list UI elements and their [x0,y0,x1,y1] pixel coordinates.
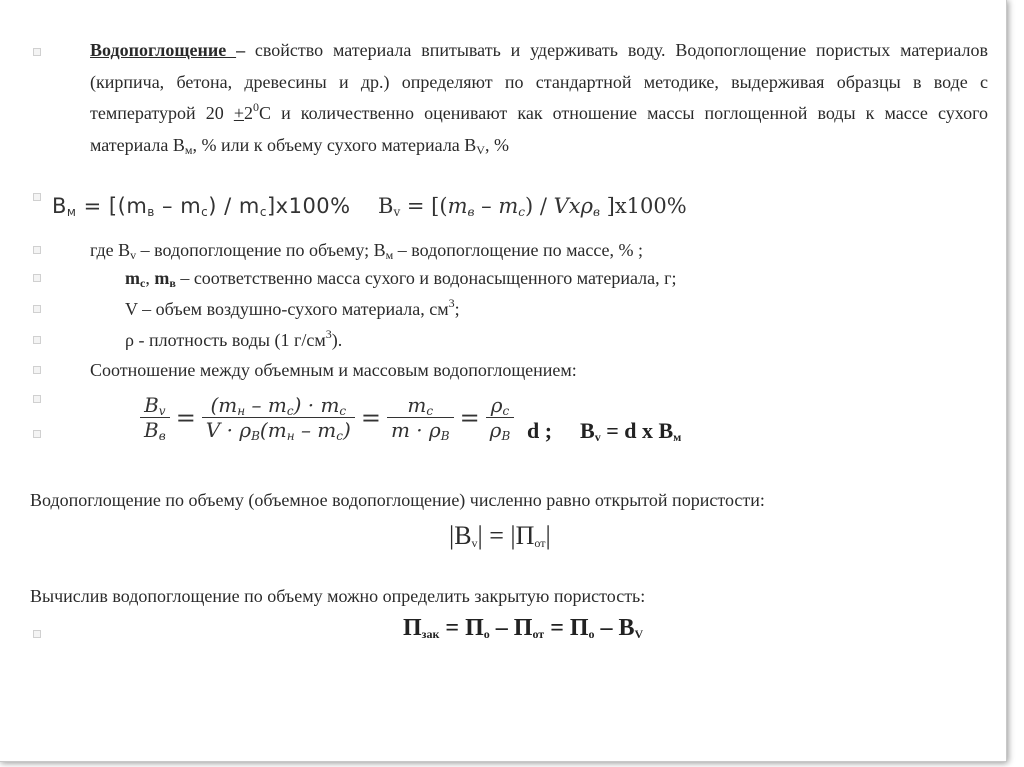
legend-sub: м [385,248,394,262]
frac-text: B [144,393,159,417]
formula-text: | = |П [477,521,535,550]
formula-text: – П [489,615,533,641]
legend-line-3 [125,296,460,320]
legend-text: – водопоглощение по массе, % ; [393,240,644,260]
formula-sub: от [532,627,545,641]
legend-sup: 3 [325,327,332,341]
frac-text: m · ρ [390,418,441,442]
formula-text: – m [154,194,202,218]
legend-text: m [154,268,170,288]
legend-text: , [145,268,155,288]
formula-text: ) / m [208,194,260,218]
formula-sub: зак [421,627,440,641]
legend-text: – соответственно масса сухого и водонасыщенного материала, г; [175,268,677,288]
formula-sub: от [534,536,546,550]
frac-text: ) [343,418,351,442]
legend-line-1 [90,240,643,261]
intro-text-3: , % или к объему сухого материала В [192,134,477,155]
bullet-marker [33,305,41,313]
ratio-formula [140,393,514,442]
bullet-marker [33,430,41,438]
bullet-marker [33,246,41,254]
legend-text: где В [90,240,131,260]
legend-text: ; [454,299,460,319]
formula-text: – [474,194,499,218]
frac-sub: B [251,429,260,443]
frac-sub: c [502,404,510,418]
frac-text: (m [259,418,287,442]
frac-text: m [407,393,427,417]
term-dash: – [236,40,246,60]
formula-sub: с [201,205,209,219]
legend-text: – водопоглощение по объему; В [136,240,386,260]
formula-mass-absorption [52,194,351,218]
frac-sub: c [286,404,294,418]
frac-text: – m [294,418,337,442]
frac-text: ) · m [293,393,340,417]
degree-sup: 0 [252,100,259,114]
formula-sub: в [147,205,155,219]
bullet-marker [33,336,41,344]
fraction-mc [387,393,454,442]
result-sub: м [673,430,682,444]
bullet-marker [33,193,41,201]
closed-porosity-text: Вычислив водопоглощение по объему можно определить закрытую пористость: [30,586,646,606]
legend-sub: в [169,276,176,290]
formula-sub: о [483,627,490,641]
temp-tolerance: 2 [243,103,253,123]
closed-porosity-formula [403,615,643,642]
bullet-marker [33,48,41,56]
bullet-marker [33,366,41,374]
frac-sub: B [501,429,511,443]
result-text: B [580,418,595,443]
formula-sub: v [393,205,401,219]
formula-sub: v [471,536,478,550]
formula-text: В [378,194,394,218]
legend-sup: 3 [448,296,455,310]
frac-sub: c [339,404,347,418]
relation-heading: Соотношение между объемным и массовым водопоглощением: [90,360,577,380]
fraction-rho [486,393,515,442]
formula-text: ]x100% [599,194,687,218]
frac-sub: в [158,429,166,443]
bullet-marker [33,395,41,403]
frac-text: (m [210,393,238,417]
formula-sub: в [592,205,600,219]
formula-sub: с [259,205,267,219]
bullet-marker [33,274,41,282]
d-ratio-label: d ; [527,418,553,443]
intro-paragraph [90,35,988,161]
frac-sub: c [426,404,434,418]
equals-sign: = [175,403,196,432]
plus-minus-sign: + [233,103,244,123]
bv-equals-d-bm [580,418,681,444]
result-text: = d x B [600,418,674,443]
legend-text: m [125,268,140,288]
result-sub: v [594,430,601,444]
formula-sub: о [588,627,595,641]
intro-text-2: С и количественно оценивают как отношение массы поглощенной воды к массе сухого материала В [90,103,989,155]
equals-sign: = [360,403,381,432]
frac-sub: B [440,429,450,443]
formula-text: – B [594,615,635,641]
formula-text: В [52,194,67,218]
formula-text: | [545,521,551,550]
formula-text: ]x100% [266,194,351,218]
legend-line-2 [125,268,677,289]
term-water-absorption: Водопоглощение [90,40,237,60]
formula-volume-absorption [378,194,687,218]
formula-text: m [498,194,519,218]
frac-sub: v [158,404,166,418]
formula-text: Vxρ [553,194,593,218]
formula-text: = П [544,615,589,641]
formula-sub: м [66,205,77,219]
frac-text: ρ [490,393,503,417]
frac-sub: c [336,429,344,443]
formula-text: m [447,194,468,218]
frac-text: B [144,418,159,442]
formula-sub: в [467,205,475,219]
frac-sub: н [237,404,246,418]
open-porosity-text: Водопоглощение по объему (объемное водопоглощение) численно равно открытой пористости: [30,490,765,510]
formula-sub: V [634,627,644,641]
legend-text: ). [331,330,343,350]
legend-text: V – объем воздушно-сухого материала, см [125,299,449,319]
frac-text: – m [245,393,287,417]
formula-text: ) / [524,194,554,218]
sub-v: V [476,142,485,157]
formula-sub: с [518,205,525,219]
intro-text-1: свойство материала впитывать и удерживать воду. Водопоглощение пористых материалов (кирпича, бетона, древесины и др.) определяют по стандартной методике, выдерживая образцы в воде с температурой 20 [90,40,988,123]
frac-sub: н [286,429,295,443]
open-porosity-formula [449,521,551,551]
formula-text: = [( [400,194,448,218]
formula-text: |B [449,521,472,550]
equals-sign: = [459,403,480,432]
bullet-marker [33,630,41,638]
formula-text: = [(m [76,194,148,218]
legend-sub: v [130,248,137,262]
formula-text: = П [439,615,484,641]
legend-text: ρ - плотность воды (1 г/см [125,330,326,350]
fraction-masses [202,393,355,442]
sub-m: м [184,142,193,157]
intro-text-4: , % [484,134,509,155]
frac-text: ρ [489,418,502,442]
frac-text: V · ρ [205,418,252,442]
fraction-bv-bb [140,393,170,442]
legend-line-4 [125,327,343,351]
legend-sub: с [140,276,146,290]
formula-text: П [403,615,422,641]
